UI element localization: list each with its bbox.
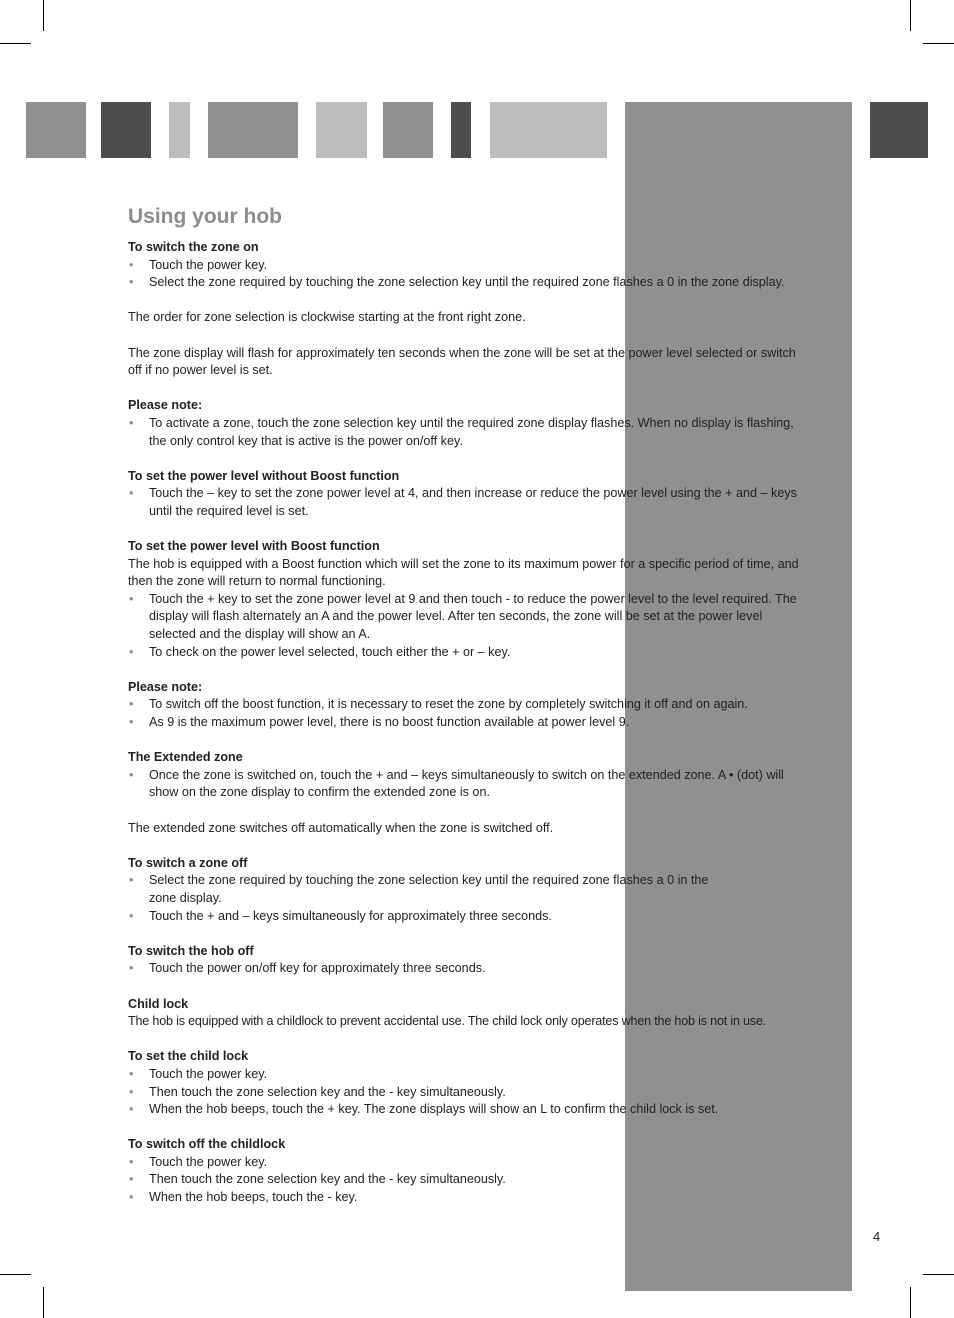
list-item: • Once the zone is switched on, touch the + and – keys simultaneously to switch on the extended zone. A • (dot) will show on the zone display to confirm the extended zone is on. [128, 767, 804, 802]
section-heading: Please note: [128, 398, 203, 413]
section-heading: The Extended zone [128, 750, 243, 765]
section-heading: To switch the zone on [128, 240, 259, 254]
section-heading: To set the power level without Boost function [128, 468, 400, 483]
page-title: Using your hob [128, 205, 282, 228]
crop-mark [923, 43, 954, 44]
bullet-list [128, 1154, 804, 1207]
section-heading: To switch off the childlock [128, 1137, 286, 1152]
list-item: • Touch the power on/off key for approximately three seconds. [128, 960, 804, 978]
list-item: • Touch the + and – keys simultaneously for approximately three seconds. [128, 908, 804, 926]
crop-mark [0, 1274, 31, 1275]
list-item: • Touch the + key to set the zone power level at 9 and then touch - to reduce the power level to the level required. The display will flash alternately an A and the power level. After ten seconds, the zone will be set at the power level selected and the display will show an A. [128, 591, 804, 644]
header-block [169, 102, 190, 158]
paragraph: The hob is equipped with a childlock to prevent accidental use. The child lock only operates when the hob is not in use. [128, 1014, 767, 1029]
list-item: • Touch the power key. [128, 1154, 804, 1172]
page-content [128, 204, 804, 1207]
header-block [316, 102, 367, 158]
list-item: • As 9 is the maximum power level, there is no boost function available at power level 9. [128, 714, 804, 732]
list-item: • To activate a zone, touch the zone selection key until the required zone display flashes. When no display is flashing, the only control key that is active is the power on/off key. [128, 415, 804, 450]
section-heading: To switch the hob off [128, 943, 254, 958]
section-heading: Child lock [128, 996, 189, 1011]
list-item: • Select the zone required by touching the zone selection key until the required zone flashes a 0 in the zone display. [128, 872, 734, 907]
paragraph: The hob is equipped with a Boost function which will set the zone to its maximum power for a specific period of time, and then the zone will return to normal functioning. [128, 556, 799, 589]
crop-mark [43, 1287, 44, 1318]
section-heading: To set the power level with Boost function [128, 539, 380, 554]
paragraph: The zone display will flash for approximately ten seconds when the zone will be set at the power level selected or switch off if no power level is set. [128, 345, 796, 378]
header-block [870, 102, 928, 158]
header-block [26, 102, 86, 158]
paragraph: The extended zone switches off automatically when the zone is switched off. [128, 820, 554, 835]
list-item: • To switch off the boost function, it is necessary to reset the zone by completely switching it off and on again. [128, 696, 804, 714]
bullet-list [128, 872, 804, 925]
list-item: • Touch the power key. [128, 257, 804, 275]
header-block [101, 102, 151, 158]
list-item: • Select the zone required by touching the zone selection key until the required zone flashes a 0 in the zone display. [128, 274, 804, 292]
crop-mark [923, 1274, 954, 1275]
section-heading: To switch a zone off [128, 855, 248, 870]
paragraph: The order for zone selection is clockwise starting at the front right zone. [128, 310, 526, 325]
list-item: • Touch the – key to set the zone power level at 4, and then increase or reduce the power level using the + and – keys until the required level is set. [128, 485, 804, 520]
header-block [383, 102, 433, 158]
bullet-list [128, 257, 804, 292]
crop-mark [910, 0, 911, 31]
crop-mark [0, 43, 31, 44]
bullet-list [128, 696, 804, 731]
bullet-list [128, 1066, 804, 1119]
list-item: • Touch the power key. [128, 1066, 804, 1084]
bullet-list [128, 415, 804, 450]
list-item: • When the hob beeps, touch the + key. The zone displays will show an L to confirm the child lock is set. [128, 1101, 804, 1119]
bullet-list [128, 767, 804, 802]
list-item: • Then touch the zone selection key and the - key simultaneously. [128, 1084, 804, 1102]
bullet-list [128, 960, 804, 978]
page-number: 4 [873, 1229, 881, 1244]
bullet-list [128, 591, 804, 661]
section-heading: To set the child lock [128, 1049, 249, 1064]
list-item: • To check on the power level selected, touch either the + or – key. [128, 644, 804, 662]
crop-mark [910, 1287, 911, 1318]
bullet-list [128, 485, 804, 520]
crop-mark [43, 0, 44, 31]
header-block [451, 102, 471, 158]
header-block [208, 102, 298, 158]
header-block [490, 102, 607, 158]
list-item: • Then touch the zone selection key and the - key simultaneously. [128, 1171, 804, 1189]
list-item: • When the hob beeps, touch the - key. [128, 1189, 804, 1207]
section-heading: Please note: [128, 679, 203, 694]
